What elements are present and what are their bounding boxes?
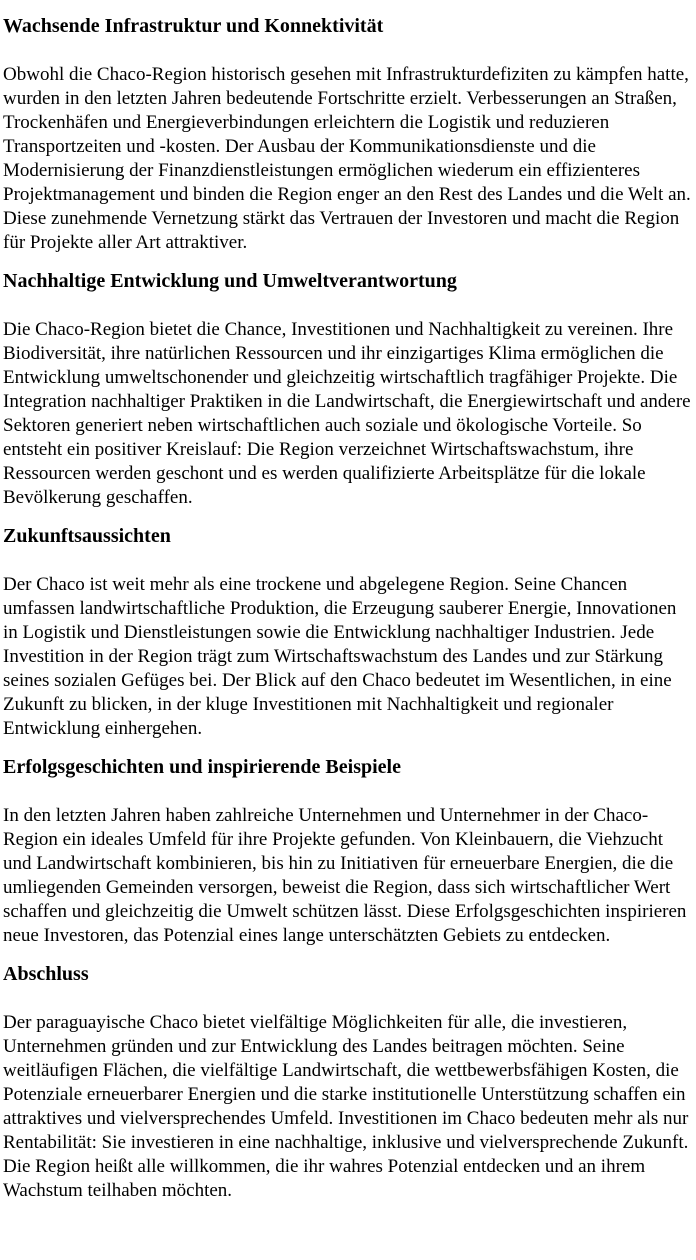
section-zukunftsaussichten bbox=[3, 524, 694, 741]
section-nachhaltige-entwicklung bbox=[3, 269, 694, 510]
section-heading: Zukunftsaussichten bbox=[3, 525, 171, 547]
section-infrastruktur bbox=[3, 14, 694, 255]
section-paragraph: In den letzten Jahren haben zahlreiche Unternehmen und Unternehmer in der Chaco-Region ein ideales Umfeld für ihre Projekte gefunden. Von Kleinbauern, die Viehzucht und Landwirtschaft kombinieren, bis hin zu Initiativen für erneuerbare Energien, die die umliegenden Gemeinden versorgen, beweist die Region, dass sich wirtschaftlicher Wert schaffen und gleichzeitig die Umwelt schützen lässt. Diese Erfolgsgeschichten inspirieren neue Investoren, das Potenzial eines lange unterschätzten Gebiets zu entdecken. bbox=[3, 805, 687, 946]
section-heading: Nachhaltige Entwicklung und Umweltverantwortung bbox=[3, 270, 457, 292]
section-paragraph: Der paraguayische Chaco bietet vielfältige Möglichkeiten für alle, die investieren, Unternehmen gründen und zur Entwicklung des Landes beitragen möchten. Seine weitläufigen Flächen, die vielfältige Landwirtschaft, die wettbewerbsfähigen Kosten, die Potenziale erneuerbarer Energien und die starke institutionelle Unterstützung schaffen ein attraktives und vielversprechendes Umfeld. Investitionen im Chaco bedeuten mehr als nur Rentabilität: Sie investieren in eine nachhaltige, inklusive und vielversprechende Zukunft. Die Region heißt alle willkommen, die ihr wahres Potenzial entdecken und an ihrem Wachstum teilhaben möchten. bbox=[3, 1012, 689, 1201]
section-paragraph: Die Chaco-Region bietet die Chance, Investitionen und Nachhaltigkeit zu vereinen. Ihre Biodiversität, ihre natürlichen Ressourcen und ihr einzigartiges Klima ermöglichen die Entwicklung umweltschonender und gleichzeitig wirtschaftlich tragfähiger Projekte. Die Integration nachhaltiger Praktiken in die Landwirtschaft, die Energiewirtschaft und andere Sektoren generiert neben wirtschaftlichen auch soziale und ökologische Vorteile. So entsteht ein positiver Kreislauf: Die Region verzeichnet Wirtschaftswachstum, ihre Ressourcen werden geschont und es werden qualifizierte Arbeitsplätze für die lokale Bevölkerung geschaffen. bbox=[3, 319, 691, 508]
section-paragraph: Der Chaco ist weit mehr als eine trockene und abgelegene Region. Seine Chancen umfassen landwirtschaftliche Produktion, die Erzeugung sauberer Energie, Innovationen in Logistik und Dienstleistungen sowie die Entwicklung nachhaltiger Industrien. Jede Investition in der Region trägt zum Wirtschaftswachstum des Landes und zur Stärkung seines sozialen Gefüges bei. Der Blick auf den Chaco bedeutet im Wesentlichen, in eine Zukunft zu blicken, in der kluge Investitionen mit Nachhaltigkeit und regionaler Entwicklung einhergehen. bbox=[3, 574, 677, 739]
section-heading: Wachsende Infrastruktur und Konnektivität bbox=[3, 15, 384, 37]
section-abschluss bbox=[3, 962, 694, 1203]
section-paragraph: Obwohl die Chaco-Region historisch gesehen mit Infrastrukturdefiziten zu kämpfen hatte, wurden in den letzten Jahren bedeutende Fortschritte erzielt. Verbesserungen an Straßen, Trockenhäfen und Energieverbindungen erleichtern die Logistik und reduzieren Transportzeiten und -kosten. Der Ausbau der Kommunikationsdienste und die Modernisierung der Finanzdienstleistungen ermöglichen wiederum ein effizienteres Projektmanagement und binden die Region enger an den Rest des Landes und die Welt an. Diese zunehmende Vernetzung stärkt das Vertrauen der Investoren und macht die Region für Projekte aller Art attraktiver. bbox=[3, 64, 691, 253]
section-erfolgsgeschichten bbox=[3, 755, 694, 948]
section-heading: Abschluss bbox=[3, 963, 89, 985]
section-heading: Erfolgsgeschichten und inspirierende Beispiele bbox=[3, 756, 401, 778]
